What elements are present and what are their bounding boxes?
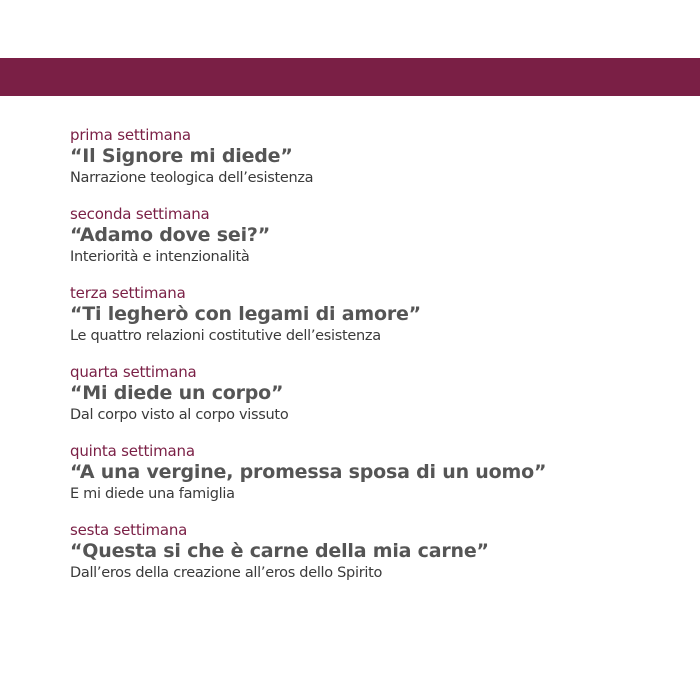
week-label: seconda settimana bbox=[70, 205, 210, 223]
week-subtitle: Interiorità e intenzionalità bbox=[70, 249, 250, 265]
week-section-2 bbox=[70, 205, 670, 267]
week-title: “Ti legherò con legami di amore” bbox=[70, 303, 421, 325]
week-label: terza settimana bbox=[70, 284, 186, 302]
week-subtitle: Dal corpo visto al corpo vissuto bbox=[70, 407, 289, 423]
week-title: “Questa si che è carne della mia carne” bbox=[70, 540, 489, 562]
week-section-6 bbox=[70, 521, 670, 583]
week-subtitle: E mi diede una famiglia bbox=[70, 486, 235, 502]
week-label: prima settimana bbox=[70, 126, 191, 144]
week-title: “Adamo dove sei?” bbox=[70, 224, 270, 246]
week-section-1 bbox=[70, 126, 670, 188]
week-section-5 bbox=[70, 442, 670, 504]
week-label: quarta settimana bbox=[70, 363, 197, 381]
week-section-3 bbox=[70, 284, 670, 346]
week-label: sesta settimana bbox=[70, 521, 188, 539]
week-title: “Il Signore mi diede” bbox=[70, 145, 293, 167]
header-band bbox=[0, 58, 700, 96]
week-subtitle: Narrazione teologica dell’esistenza bbox=[70, 170, 314, 186]
week-subtitle: Le quattro relazioni costitutive dell’esistenza bbox=[70, 328, 381, 344]
week-section-4 bbox=[70, 363, 670, 425]
week-title: “Mi diede un corpo” bbox=[70, 382, 284, 404]
week-subtitle: Dall’eros della creazione all’eros dello Spirito bbox=[70, 565, 383, 581]
week-label: quinta settimana bbox=[70, 442, 195, 460]
weeks-list bbox=[70, 126, 670, 600]
week-title: “A una vergine, promessa sposa di un uomo” bbox=[70, 461, 547, 483]
